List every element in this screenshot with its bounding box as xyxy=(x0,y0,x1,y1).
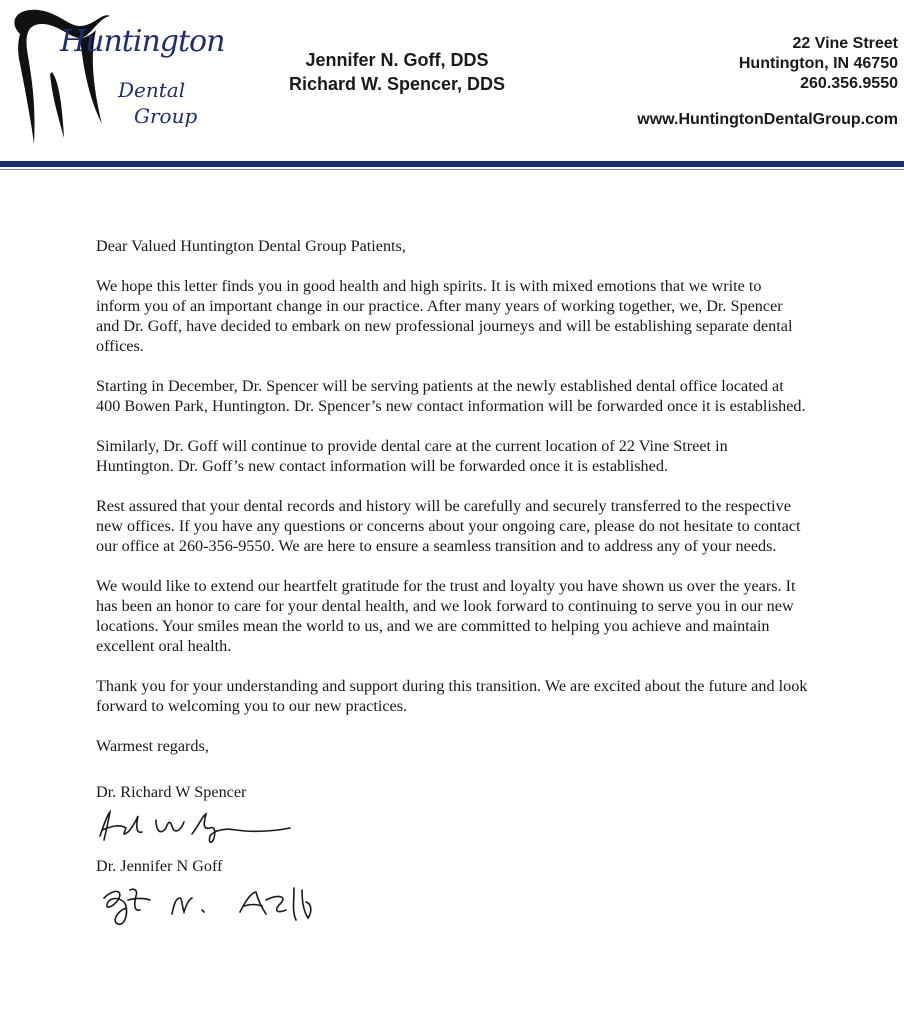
address-street: 22 Vine Street xyxy=(792,35,898,52)
letter-paragraph: Thank you for your understanding and support during this transition. We are excited about the future and look forward to welcoming you to our new practices. xyxy=(96,677,808,715)
address-phone: 260.356.9550 xyxy=(800,75,898,92)
signature-spencer xyxy=(90,806,330,848)
logo-word-dental: Dental xyxy=(118,78,186,102)
doctor-names xyxy=(262,48,532,96)
signer-name: Dr. Jennifer N Goff xyxy=(96,857,223,875)
doctor-name: Richard W. Spencer, DDS xyxy=(288,74,506,94)
letter-body xyxy=(96,236,808,938)
header-divider xyxy=(0,161,904,167)
signature-goff xyxy=(90,880,370,930)
header-divider-thin xyxy=(0,169,904,170)
letter-paragraph: Starting in December, Dr. Spencer will be serving patients at the newly established dental office located at 400 Bowen Park, Huntington. Dr. Spencer’s new contact information will be forwarded once it is established. xyxy=(96,377,806,415)
logo-word-group: Group xyxy=(134,104,198,128)
website-link[interactable]: www.HuntingtonDentalGroup.com xyxy=(637,111,898,128)
letter-paragraph: Rest assured that your dental records and history will be carefully and securely transferred to the respective new offices. If you have any questions or concerns about your ongoing care, please do not hesitate to contact our office at 260-356-9550. We are here to ensure a seamless transition and to address any of your needs. xyxy=(96,497,801,555)
address-city: Huntington, IN 46750 xyxy=(738,55,898,72)
practice-logo xyxy=(6,4,225,154)
letter-paragraph: We hope this letter finds you in good health and high spirits. It is with mixed emotions that we write to inform you of an important change in our practice. After many years of working together, we, Dr. Spencer and Dr. Goff, have decided to embark on new professional journeys and will be establishing separate dental offices. xyxy=(96,277,793,355)
salutation: Dear Valued Huntington Dental Group Patients, xyxy=(96,237,406,255)
letter-paragraph: Similarly, Dr. Goff will continue to provide dental care at the current location of 22 Vine Street in Huntington. Dr. Goff’s new contact information will be forwarded once it is established. xyxy=(96,437,728,475)
practice-address xyxy=(578,34,898,94)
closing: Warmest regards, xyxy=(96,737,209,755)
signer-name: Dr. Richard W Spencer xyxy=(96,783,247,801)
letter-paragraph: We would like to extend our heartfelt gratitude for the trust and loyalty you have shown us over the years. It has been an honor to care for your dental health, and we look forward to continuing to serve you in our new locations. Your smiles mean the world to us, and we are committed to helping you achieve and maintain excellent oral health. xyxy=(96,577,796,655)
logo-word-huntington: Huntington xyxy=(60,24,225,59)
doctor-name: Jennifer N. Goff, DDS xyxy=(305,50,489,70)
